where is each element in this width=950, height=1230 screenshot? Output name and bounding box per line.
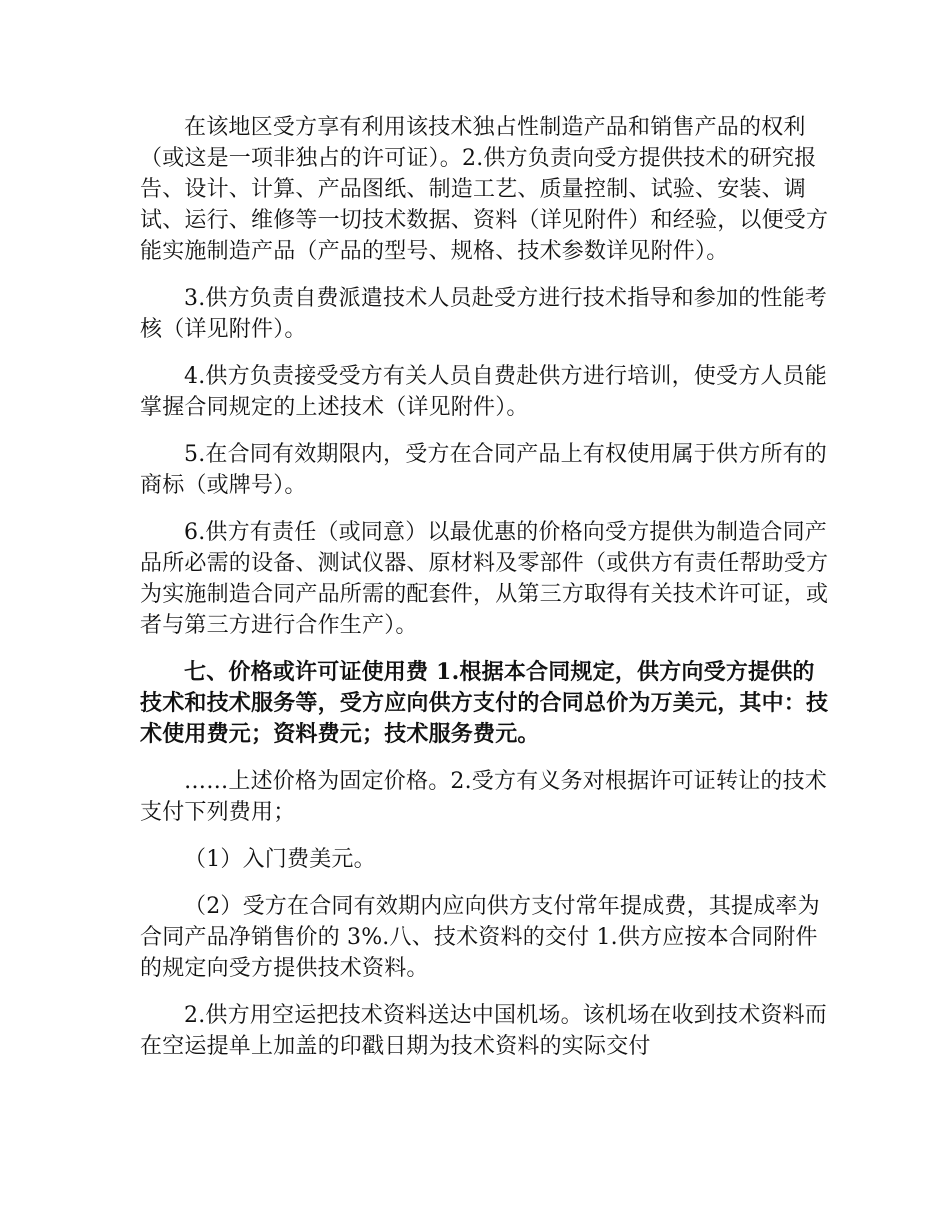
paragraph-1: 在该地区受方享有利用该技术独占性制造产品和销售产品的权利（或这是一项非独占的许可证）。2.供方负责向受方提供技术的研究报告、设计、计算、产品图纸、制造工艺、质量控制、试验、安装、调试、运行、维修等一切技术数据、资料（详见附件）和经验，以便受方能实施制造产品（产品的型号、规格、技术参数详见附件）。: [140, 115, 829, 264]
paragraph-5: 6.供方有责任（或同意）以最优惠的价格向受方提供为制造合同产品所必需的设备、测试仪器、原材料及零部件（或供方有责任帮助受方为实施制造合同产品所需的配套件，从第三方取得有关技术许可证，或者与第三方进行合作生产）。: [140, 520, 829, 638]
document-page: [140, 112, 830, 1078]
paragraph-8: （1）入门费美元。: [184, 847, 376, 872]
paragraph-7: ……上述价格为固定价格。2.受方有义务对根据许可证转让的技术支付下列费用；: [140, 769, 827, 825]
paragraph-3: 4.供方负责接受受方有关人员自费赴供方进行培训，使受方人员能掌握合同规定的上述技术（详见附件）。: [140, 364, 827, 420]
paragraph-2: 3.供方负责自费派遣技术人员赴受方进行技术指导和参加的性能考核（详见附件）。: [140, 286, 827, 342]
paragraph-9: （2）受方在合同有效期内应向供方支付常年提成费，其提成率为合同产品净销售价的 3%.八、技术资料的交付 1.供方应按本合同附件的规定向受方提供技术资料。: [140, 894, 820, 981]
section-heading-price: 七、价格或许可证使用费 1.根据本合同规定，供方向受方提供的技术和技术服务等，受方应向供方支付的合同总价为万美元，其中：技术使用费元；资料费元；技术服务费元。: [140, 659, 829, 747]
paragraph-10: 2.供方用空运把技术资料送达中国机场。该机场在收到技术资料而在空运提单上加盖的印戳日期为技术资料的实际交付: [140, 1003, 827, 1059]
paragraph-4: 5.在合同有效期限内，受方在合同产品上有权使用属于供方所有的商标（或牌号）。: [140, 442, 827, 498]
